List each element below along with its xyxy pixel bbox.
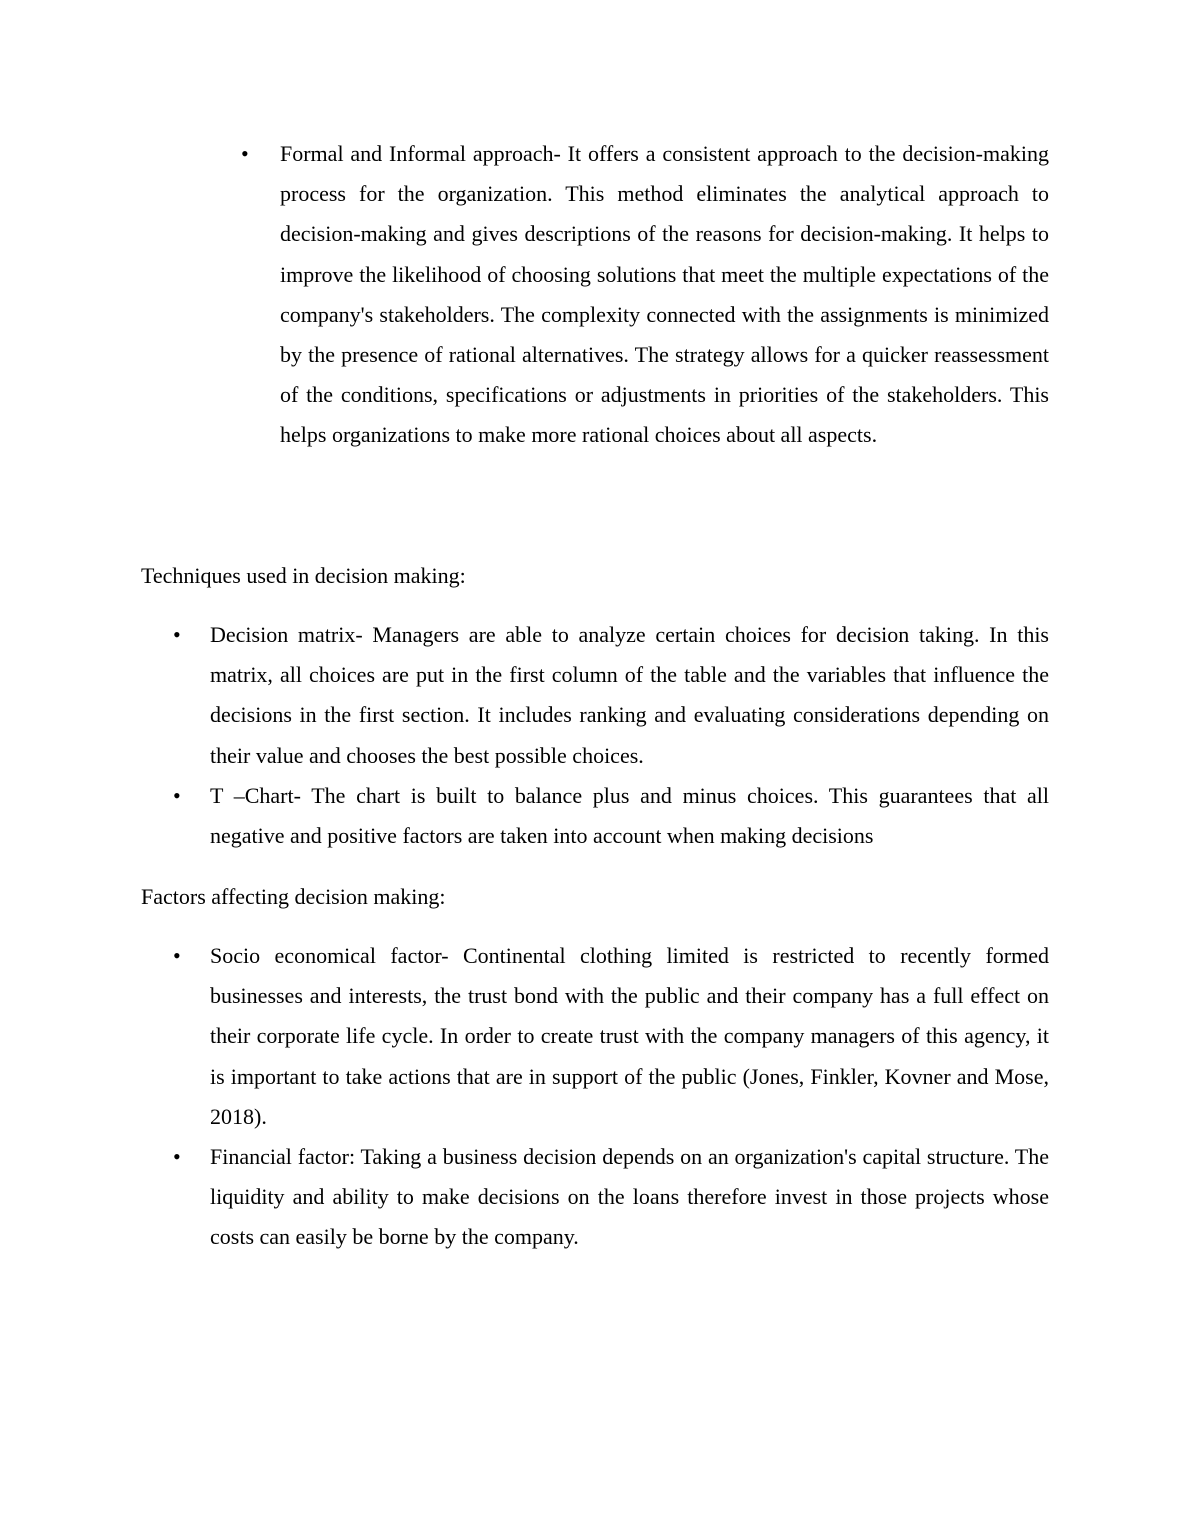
section-heading-techniques: Techniques used in decision making:: [141, 563, 466, 588]
bullet-icon: •: [173, 943, 181, 968]
list-item-text: Formal and Informal approach- It offers a consistent approach to the decision-making process for the organization. This method eliminates the analytical approach to decision-making and gives descriptions of the reasons for decision-making. It helps to improve the likelihood of choosing solutions that meet the multiple expectations of the company's stakeholders. The complexity connected with the assignments is minimized by the presence of rational alternatives. The strategy allows for a quicker reassessment of the conditions, specifications or adjustments in priorities of the stakeholders. This helps organizations to make more rational choices about all aspects.: [280, 141, 1049, 448]
techniques-bullet-list: [173, 615, 1049, 856]
list-item-text: Financial factor: Taking a business decision depends on an organization's capital structure. The liquidity and ability to make decisions on the loans therefore invest in those projects whose costs can easily be borne by the company.: [210, 1144, 1049, 1250]
list-item: [241, 134, 1049, 456]
factors-bullet-list: [173, 936, 1049, 1258]
list-item: [173, 936, 1049, 1137]
bullet-icon: •: [241, 141, 249, 166]
section-heading-factors: Factors affecting decision making:: [141, 884, 446, 909]
list-item-text: Socio economical factor- Continental clothing limited is restricted to recently formed businesses and interests, the trust bond with the public and their company has a full effect on their corporate life cycle. In order to create trust with the company managers of this agency, it is important to take actions that are in support of the public (Jones, Finkler, Kovner and Mose, 2018).: [210, 943, 1049, 1129]
bullet-icon: •: [173, 1144, 181, 1170]
intro-bullet-list: [241, 134, 1049, 456]
list-item: [173, 1137, 1049, 1258]
bullet-icon: •: [173, 622, 181, 647]
list-item-text: Decision matrix- Managers are able to analyze certain choices for decision taking. In this matrix, all choices are put in the first column of the table and the variables that influence the decisions in the first section. It includes ranking and evaluating considerations depending on their value and chooses the best possible choices.: [210, 622, 1049, 768]
list-item: [173, 776, 1049, 856]
list-item: [173, 615, 1049, 776]
bullet-icon: •: [173, 782, 181, 808]
list-item-text: T –Chart- The chart is built to balance plus and minus choices. This guarantees that all negative and positive factors are taken into account when making decisions: [210, 782, 1049, 849]
